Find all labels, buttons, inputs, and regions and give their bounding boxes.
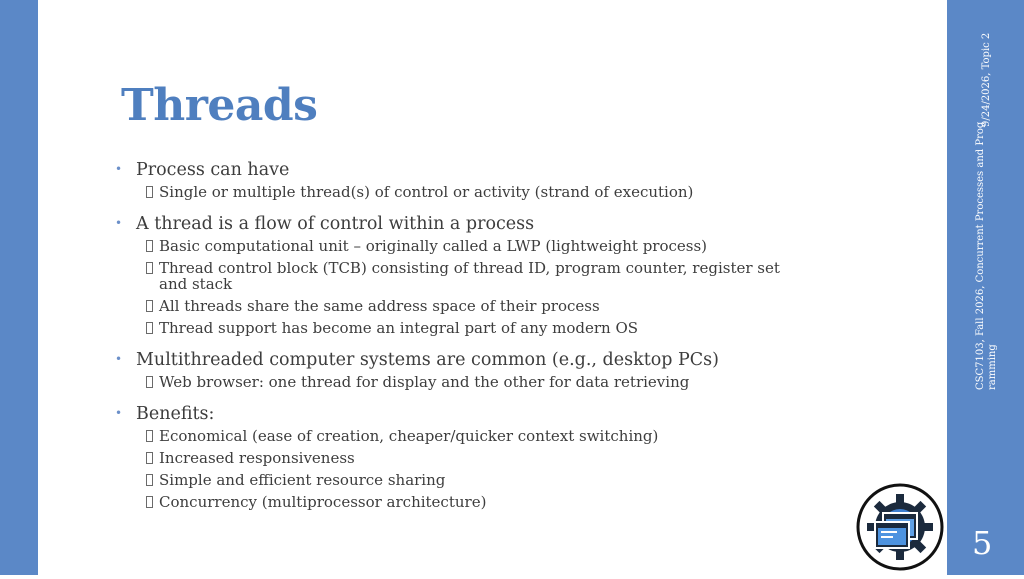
course-footer-line2: ramming	[987, 344, 998, 390]
slide-content	[113, 158, 833, 522]
bullet-group	[113, 158, 833, 200]
sub-bullet-item: Thread control block (TCB) consisting of thread ID, program counter, register set and stack	[113, 260, 799, 292]
course-footer	[975, 0, 999, 390]
bullet-item: • A thread is a flow of control within a process	[113, 212, 833, 236]
bullet-group	[113, 348, 833, 390]
bullet-item: • Process can have	[113, 158, 833, 182]
sub-bullet-item: Concurrency (multiprocessor architecture)	[113, 494, 833, 510]
bullet-item: • Multithreaded computer systems are common (e.g., desktop PCs)	[113, 348, 833, 372]
sub-bullet-item: Economical (ease of creation, cheaper/quicker context switching)	[113, 428, 833, 444]
left-accent-bar	[0, 0, 38, 575]
page-number: 5	[972, 524, 993, 562]
sub-bullet-item: Web browser: one thread for display and the other for data retrieving	[113, 374, 833, 390]
course-footer-line1: CSC7103, Fall 2026, Concurrent Processes and Prog	[975, 121, 986, 390]
sub-bullet-item: All threads share the same address space of their process	[113, 298, 833, 314]
bullet-group	[113, 402, 833, 510]
slide-title: Threads	[121, 80, 318, 131]
bullet-group	[113, 212, 833, 336]
sub-bullet-item: Thread support has become an integral part of any modern OS	[113, 320, 833, 336]
logo	[853, 480, 947, 575]
sub-bullet-item: Increased responsiveness	[113, 450, 833, 466]
bullet-item: • Benefits:	[113, 402, 833, 426]
sub-bullet-item: Single or multiple thread(s) of control or activity (strand of execution)	[113, 184, 833, 200]
gear-with-windows-icon	[853, 480, 947, 575]
slide-date: 9/24/2026, Topic 2	[981, 32, 992, 127]
sub-bullet-item: Simple and efficient resource sharing	[113, 472, 833, 488]
sub-bullet-item: Basic computational unit – originally called a LWP (lightweight process)	[113, 238, 833, 254]
